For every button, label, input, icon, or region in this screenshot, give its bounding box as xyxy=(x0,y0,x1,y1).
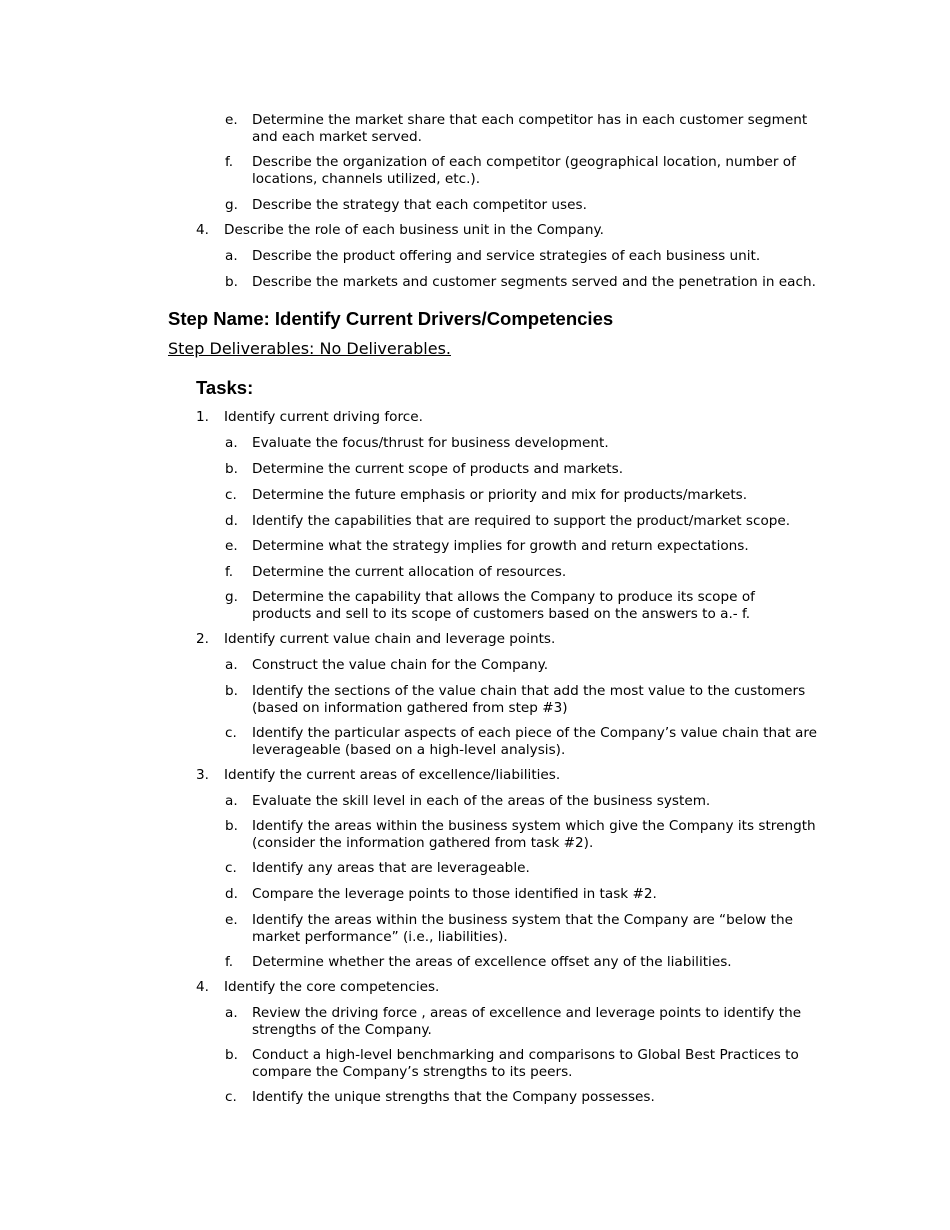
list-marker: f. xyxy=(225,564,234,580)
list-text: Determine the capability that allows the Company to produce its scope of products and sell to its scope of customers based on the answers to a.- f. xyxy=(252,589,755,622)
list-text: Identify any areas that are leverageable. xyxy=(252,860,530,876)
list-marker: 3. xyxy=(196,767,209,783)
list-text: Describe the role of each business unit in the Company. xyxy=(224,222,604,238)
list-marker: d. xyxy=(225,886,238,902)
list-marker: 2. xyxy=(196,631,209,647)
list-text: Identify the core competencies. xyxy=(224,979,440,995)
list-text: Determine what the strategy implies for growth and return expectations. xyxy=(252,538,749,554)
list-marker: a. xyxy=(225,793,238,809)
list-marker: 4. xyxy=(196,979,209,995)
list-text: Determine the market share that each competitor has in each customer segment and each market served. xyxy=(252,112,808,145)
list-marker: b. xyxy=(225,818,238,834)
list-text: Identify the areas within the business system that the Company are “below the market performance” (i.e., liabilities). xyxy=(252,912,793,945)
list-marker: b. xyxy=(225,683,238,699)
list-text: Describe the product offering and service strategies of each business unit. xyxy=(252,248,761,264)
list-marker: c. xyxy=(225,487,237,503)
list-text: Identify the sections of the value chain that add the most value to the customers (based on information gathered from step #3) xyxy=(252,683,806,716)
step-deliverables: Step Deliverables: No Deliverables. xyxy=(168,339,451,358)
list-marker: c. xyxy=(225,725,237,741)
list-text: Identify the particular aspects of each piece of the Company’s value chain that are leverageable (based on a high-level analysis). xyxy=(252,725,818,758)
list-text: Determine the future emphasis or priority and mix for products/markets. xyxy=(252,487,748,503)
list-text: Determine the current allocation of resources. xyxy=(252,564,567,580)
list-text: Evaluate the focus/thrust for business development. xyxy=(252,435,609,451)
list-marker: e. xyxy=(225,538,238,554)
list-text: Describe the strategy that each competitor uses. xyxy=(252,197,587,213)
list-marker: 4. xyxy=(196,222,209,238)
list-text: Identify the areas within the business system which give the Company its strength (consider the information gathered from task #2). xyxy=(252,818,816,851)
list-text: Identify current driving force. xyxy=(224,409,423,425)
list-marker: b. xyxy=(225,274,238,290)
list-text: Evaluate the skill level in each of the areas of the business system. xyxy=(252,793,711,809)
list-marker: c. xyxy=(225,860,237,876)
list-text: Identify the capabilities that are required to support the product/market scope. xyxy=(252,513,791,529)
step-name-heading: Step Name: Identify Current Drivers/Competencies xyxy=(168,308,614,329)
list-marker: f. xyxy=(225,954,234,970)
list-marker: e. xyxy=(225,112,238,128)
list-text: Review the driving force , areas of excellence and leverage points to identify the strengths of the Company. xyxy=(252,1005,802,1038)
list-marker: g. xyxy=(225,197,238,213)
list-marker: b. xyxy=(225,461,238,477)
list-marker: 1. xyxy=(196,409,209,425)
list-marker: e. xyxy=(225,912,238,928)
list-text: Compare the leverage points to those identified in task #2. xyxy=(252,886,657,902)
list-text: Construct the value chain for the Company. xyxy=(252,657,549,673)
list-marker: a. xyxy=(225,248,238,264)
list-text: Identify the unique strengths that the Company possesses. xyxy=(252,1089,655,1105)
list-text: Identify the current areas of excellence/liabilities. xyxy=(224,767,561,783)
list-text: Conduct a high-level benchmarking and comparisons to Global Best Practices to compare the Company’s strengths to its peers. xyxy=(252,1047,799,1080)
list-marker: a. xyxy=(225,435,238,451)
list-text: Determine the current scope of products and markets. xyxy=(252,461,624,477)
list-marker: b. xyxy=(225,1047,238,1063)
list-marker: c. xyxy=(225,1089,237,1105)
tasks-heading: Tasks: xyxy=(196,377,254,398)
list-marker: a. xyxy=(225,1005,238,1021)
list-marker: g. xyxy=(225,589,238,605)
list-marker: f. xyxy=(225,154,234,170)
list-text: Determine whether the areas of excellence offset any of the liabilities. xyxy=(252,954,732,970)
list-marker: d. xyxy=(225,513,238,529)
list-text: Describe the markets and customer segments served and the penetration in each. xyxy=(252,274,816,290)
list-text: Identify current value chain and leverage points. xyxy=(224,631,556,647)
list-text: Describe the organization of each competitor (geographical location, number of locations, channels utilized, etc.). xyxy=(252,154,796,187)
list-marker: a. xyxy=(225,657,238,673)
